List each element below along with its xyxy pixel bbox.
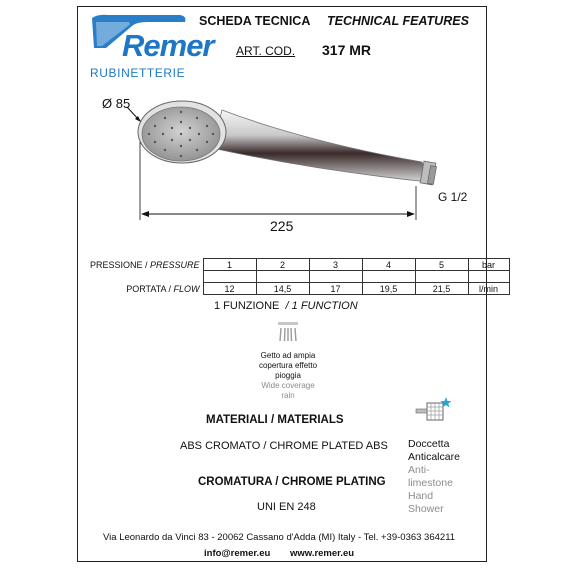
- plating-heading: CROMATURA / CHROME PLATING: [198, 476, 386, 488]
- anticalcare-line-2: Anticalcare: [408, 451, 460, 463]
- rain-spray-icon: [276, 321, 300, 343]
- pressure-cell: 4: [362, 259, 415, 271]
- footer-address: Via Leonardo da Vinci 83 - 20062 Cassano d'Adda (MI) Italy - Tel. +39-0363 364211: [103, 532, 456, 543]
- function-desc-it-1: Getto ad ampia: [260, 351, 316, 360]
- flow-label-en: FLOW: [173, 283, 200, 294]
- footer-email[interactable]: info@remer.eu: [204, 548, 271, 559]
- pressure-row: [88, 259, 509, 271]
- flow-label-it: PORTATA /: [126, 283, 174, 294]
- flow-unit: l/min: [468, 283, 509, 295]
- logo-wordmark: Remer: [122, 28, 214, 63]
- diameter-label: Ø 85: [102, 96, 131, 111]
- pressure-label-en: PRESSURE: [150, 259, 200, 270]
- flow-cell: 21,5: [415, 283, 468, 295]
- anticalcare-line-1: Doccetta: [408, 438, 450, 450]
- spacer-row: [88, 271, 509, 283]
- pressure-cell: 1: [203, 259, 256, 271]
- footer-website[interactable]: www.remer.eu: [290, 548, 355, 559]
- remer-logo: [88, 12, 214, 82]
- title-english: TECHNICAL FEATURES: [327, 14, 469, 28]
- plating-value: UNI EN 248: [257, 501, 316, 513]
- anticalcare-line-3: Anti-limestone: [408, 464, 453, 489]
- pressure-cell: 5: [415, 259, 468, 271]
- materials-heading: MATERIALI / MATERIALS: [206, 414, 344, 426]
- function-desc-en-1: Wide coverage: [261, 381, 315, 390]
- shower-head-drawing: [77, 90, 487, 230]
- function-desc-en-2: rain: [281, 391, 295, 400]
- flow-row: [88, 283, 509, 295]
- title-italian: SCHEDA TECNICA: [199, 14, 311, 28]
- function-desc-it-2: copertura effetto: [258, 361, 318, 370]
- anticalcare-label: [408, 438, 470, 516]
- art-code-label: ART. COD.: [236, 44, 296, 58]
- anti-limestone-icon: [415, 396, 453, 426]
- function-count-en: / 1 FUNCTION: [285, 300, 358, 312]
- flow-label: [88, 283, 203, 295]
- pressure-label: [88, 259, 203, 271]
- function-desc-it-3: pioggia: [275, 371, 301, 380]
- function-count: [214, 300, 358, 312]
- pressure-cell: 2: [256, 259, 309, 271]
- flow-cell: 12: [203, 283, 256, 295]
- art-code-value: 317 MR: [322, 42, 372, 58]
- pressure-unit: bar: [468, 259, 509, 271]
- materials-value: ABS CROMATO / CHROME PLATED ABS: [180, 440, 388, 452]
- function-description: [248, 351, 328, 401]
- anticalcare-line-4: Hand Shower: [408, 490, 444, 515]
- pressure-cell: 3: [309, 259, 362, 271]
- logo-subtitle: RUBINETTERIE: [90, 66, 186, 80]
- function-count-it: 1 FUNZIONE: [214, 300, 280, 312]
- flow-cell: 19,5: [362, 283, 415, 295]
- thread-label: G 1/2: [438, 190, 468, 204]
- pressure-label-it: PRESSIONE /: [90, 259, 151, 270]
- flow-cell: 14,5: [256, 283, 309, 295]
- pressure-flow-table: [88, 258, 510, 295]
- length-label: 225: [270, 218, 294, 234]
- flow-cell: 17: [309, 283, 362, 295]
